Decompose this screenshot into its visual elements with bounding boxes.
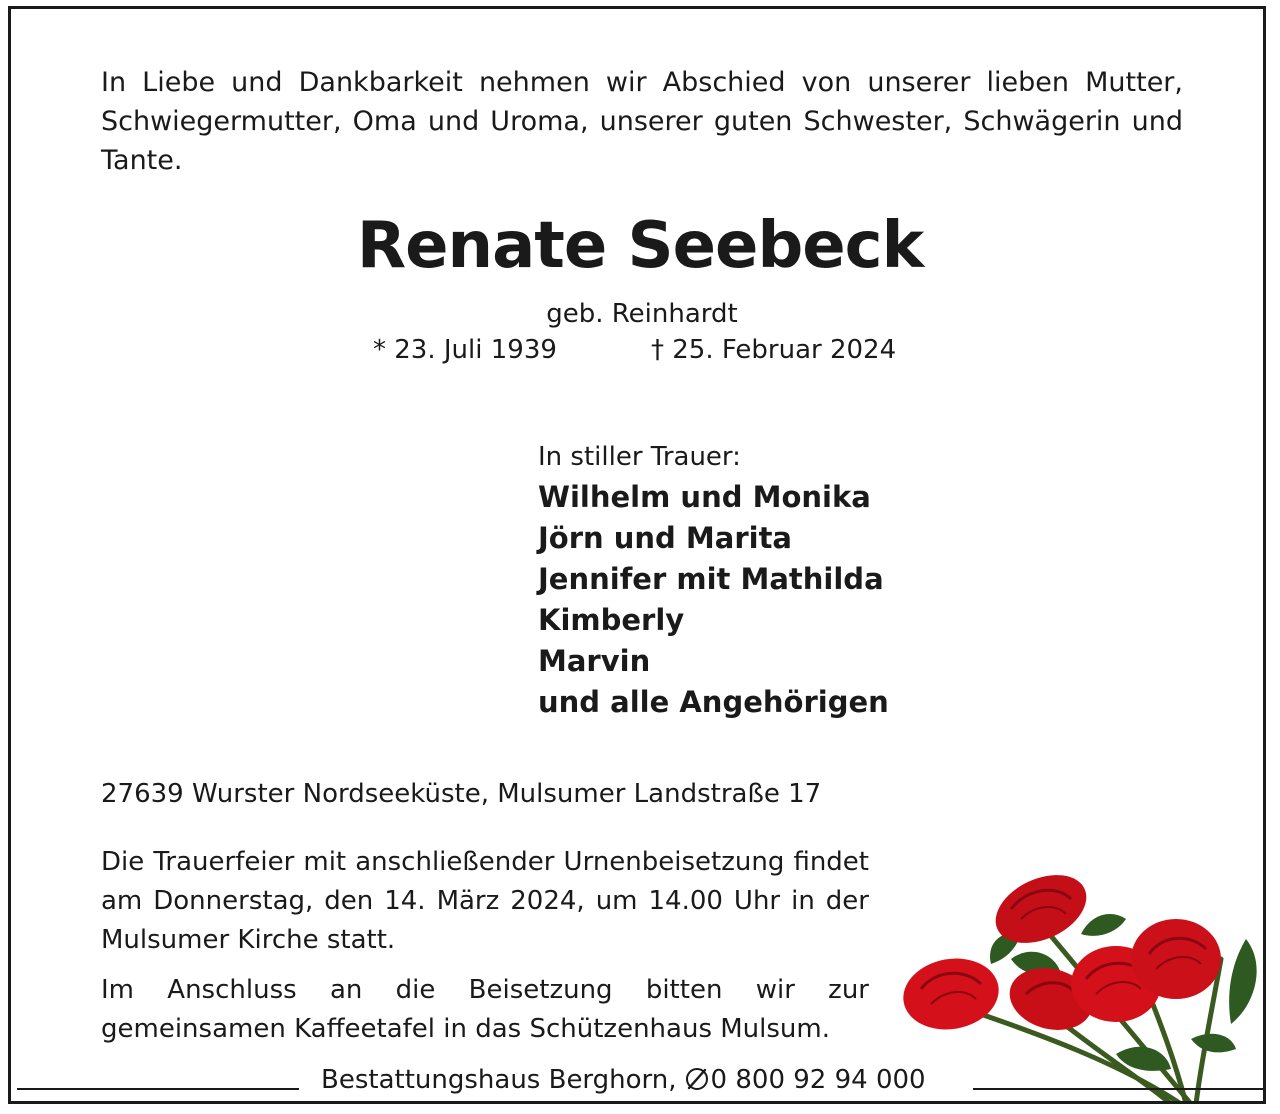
death-date: † 25. Februar 2024: [651, 335, 897, 365]
undertaker-name: Bestattungshaus Berghorn,: [321, 1065, 677, 1095]
obituary-notice: [8, 6, 1266, 1104]
mourner-name: Kimberly: [538, 603, 685, 637]
phone-icon: [683, 1066, 709, 1092]
address: 27639 Wurster Nordseeküste, Mulsumer Landstraße 17: [101, 779, 822, 809]
footer-rule-left: [17, 1088, 299, 1090]
mourner-name: Jennifer mit Mathilda: [538, 562, 884, 596]
deceased-name: Renate Seebeck: [356, 209, 924, 283]
mourners-block: [538, 437, 889, 723]
birth-name: geb. Reinhardt: [546, 299, 738, 329]
mourner-name: und alle Angehörigen: [538, 685, 889, 719]
intro-text: In Liebe und Dankbarkeit nehmen wir Abschied von unserer lieben Mutter, Schwiegermutter, Oma und Uroma, unserer guten Schwester, Schwägerin und Tante.: [101, 67, 1183, 176]
roses-image: [891, 864, 1266, 1104]
phone-number[interactable]: 0 800 92 94 000: [710, 1065, 926, 1095]
mourner-name: Jörn und Marita: [538, 521, 793, 555]
birth-date: * 23. Juli 1939: [373, 335, 557, 365]
mourners-lead: In stiller Trauer:: [538, 442, 741, 472]
mourners-names: [538, 477, 889, 723]
footer-rule-right: [973, 1088, 1263, 1090]
coffee-info: Im Anschluss an die Beisetzung bitten wir zur gemeinsamen Kaffeetafel in das Schützenhaus Mulsum.: [101, 975, 869, 1044]
mourner-name: Wilhelm und Monika: [538, 480, 871, 514]
mourner-name: Marvin: [538, 644, 651, 678]
footer-contact: [321, 1065, 926, 1095]
funeral-info: Die Trauerfeier mit anschließender Urnenbeisetzung findet am Donnerstag, den 14. März 2024, um 14.00 Uhr in der Mulsumer Kirche statt.: [101, 847, 869, 955]
